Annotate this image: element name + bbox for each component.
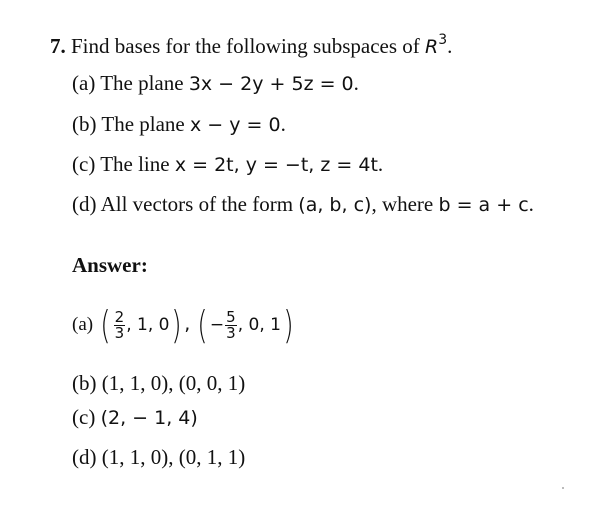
question-number: 7. <box>50 34 66 58</box>
part-text: All vectors of the form <box>100 192 294 216</box>
part-d: (d) All vectors of the form (a, b, c), where b = a + c. <box>72 192 534 216</box>
part-text: The plane <box>101 112 185 136</box>
answer-heading: Answer: <box>72 253 148 277</box>
part-text: The line <box>100 152 170 176</box>
part-b: (b) The plane x − y = 0. <box>72 112 286 136</box>
part-label: (a) <box>72 71 96 95</box>
part-c: (c) The line x = 2t, y = −t, z = 4t. <box>72 152 384 176</box>
answer-d <box>72 444 245 470</box>
answer-label: (b) <box>72 371 97 395</box>
answer-b <box>72 370 245 396</box>
part-math: 3x − 2y + 5z = 0 <box>188 73 354 95</box>
answer-vector-2: ( − $\frac{5}{3}$ , 0, 1) <box>197 303 294 347</box>
stray-mark <box>562 487 564 489</box>
part-label: (d) <box>72 192 97 216</box>
answer-text: (1, 1, 0), (0, 0, 1) <box>101 371 246 395</box>
part-a: (a) The plane 3x − 2y + 5z = 0. <box>72 71 359 95</box>
question-heading: 7. Find bases for the following subspaces of $R^3$. <box>50 32 453 58</box>
answer-label: (c) <box>72 405 96 429</box>
part-math: (a, b, c) <box>298 194 372 216</box>
space-symbol: $R^3$ <box>425 32 448 58</box>
answer-text: (1, 1, 0), (0, 1, 1) <box>101 445 246 469</box>
answer-label: (d) <box>72 445 97 469</box>
part-label: (c) <box>72 152 96 176</box>
answer-vector-1: ( $\frac{2}{3}$ , 1, 0) <box>100 303 183 347</box>
part-math-2: b = a + c <box>438 194 529 216</box>
part-label: (b) <box>72 112 97 136</box>
question-text: Find bases for the following subspaces of <box>71 34 420 58</box>
answer-c <box>72 404 198 431</box>
part-math: x = 2t, y = −t, z = 4t <box>174 154 378 176</box>
part-math: x − y = 0 <box>190 114 281 136</box>
part-text: The plane <box>100 71 184 95</box>
answer-text: (2, − 1, 4) <box>100 407 198 429</box>
answer-label: (a) <box>72 314 94 335</box>
answer-a: (a) ( $\frac{2}{3}$ , 1, 0) , ( − $\frac{5}{3}$ , 0, 1) <box>72 306 296 344</box>
